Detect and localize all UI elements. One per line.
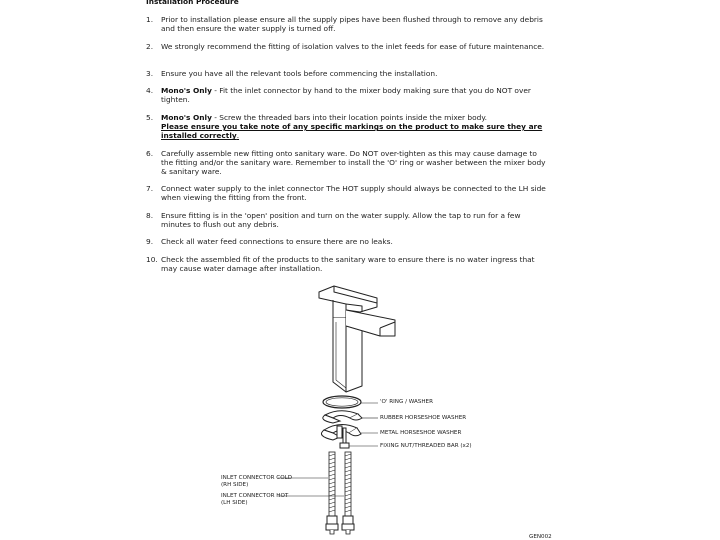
step-text: Connect water supply to the inlet connector The HOT supply should always be connected to the LH side when viewing the fitting from the front.	[161, 184, 546, 203]
inlet-hoses	[326, 452, 354, 534]
step-number: 7.	[146, 184, 154, 193]
step-number: 4.	[146, 86, 154, 95]
o-ring-washer	[323, 396, 361, 408]
label-metal-washer: METAL HORSESHOE WASHER	[380, 430, 462, 436]
step-number: 9.	[146, 237, 154, 246]
label-inlet-hot: INLET CONNECTOR HOT	[221, 493, 289, 499]
label-rubber-washer: RUBBER HORSESHOE WASHER	[380, 415, 467, 421]
step-text: Check all water feed connections to ensure there are no leaks.	[161, 237, 393, 246]
rubber-horseshoe-washer	[323, 411, 362, 423]
step-warning-text: Please ensure you take note of any specific markings on the product to make sure they are installed correctly	[161, 122, 543, 141]
label-fixing-nut: FIXING NUT/THREADED BAR (x2)	[380, 443, 472, 449]
step-warning-end: .	[236, 131, 240, 141]
step-number: 5.	[146, 113, 154, 122]
step-text: Carefully assemble new fitting onto sanitary ware. Do NOT over-tighten as this may cause damage to the fitting and/or the sanitary ware. Remember to install the 'O' ring or washer between the mixer body & sanitary ware.	[161, 149, 546, 177]
step-text: We strongly recommend the fitting of isolation valves to the inlet feeds for ease of future maintenance.	[161, 42, 545, 51]
label-o-ring: 'O' RING / WASHER	[380, 399, 433, 405]
step-emphasis: Mono's Only	[161, 86, 212, 95]
step-text: Check the assembled fit of the products to the sanitary ware to ensure there is no water ingress that may cause water damage after installation.	[161, 255, 535, 274]
step-text: Prior to installation please ensure all the supply pipes have been flushed through to remove any debris and then ensure the water supply is turned off.	[161, 15, 543, 34]
label-inlet-cold: INLET CONNECTOR COLD	[221, 475, 293, 481]
step-text: Ensure you have all the relevant tools before commencing the installation.	[161, 69, 438, 78]
step-number: 8.	[146, 211, 154, 220]
step-number: 3.	[146, 69, 154, 78]
step-number: 6.	[146, 149, 154, 158]
step-emphasis: Mono's Only	[161, 113, 212, 122]
metal-horseshoe-washer	[321, 424, 361, 440]
step-detail: - Fit the inlet connector by hand to the mixer body making sure that you do NOT over tighten.	[161, 86, 531, 105]
label-inlet-hot-side: (LH SIDE)	[221, 500, 248, 506]
mixer-tap-illustration	[319, 286, 395, 392]
document-code: GEN002	[529, 534, 552, 540]
installation-heading: Installation Procedure	[146, 0, 239, 6]
step-text: Ensure fitting is in the 'open' position and turn on the water supply. Allow the tap to run for a few minutes to flush out any debris.	[161, 211, 521, 230]
step-number: 1.	[146, 15, 154, 24]
step-number: 10.	[146, 255, 158, 264]
label-inlet-cold-side: (RH SIDE)	[221, 482, 249, 488]
step-detail: - Screw the threaded bars into their location points inside the mixer body.	[211, 113, 488, 122]
step-number: 2.	[146, 42, 154, 51]
